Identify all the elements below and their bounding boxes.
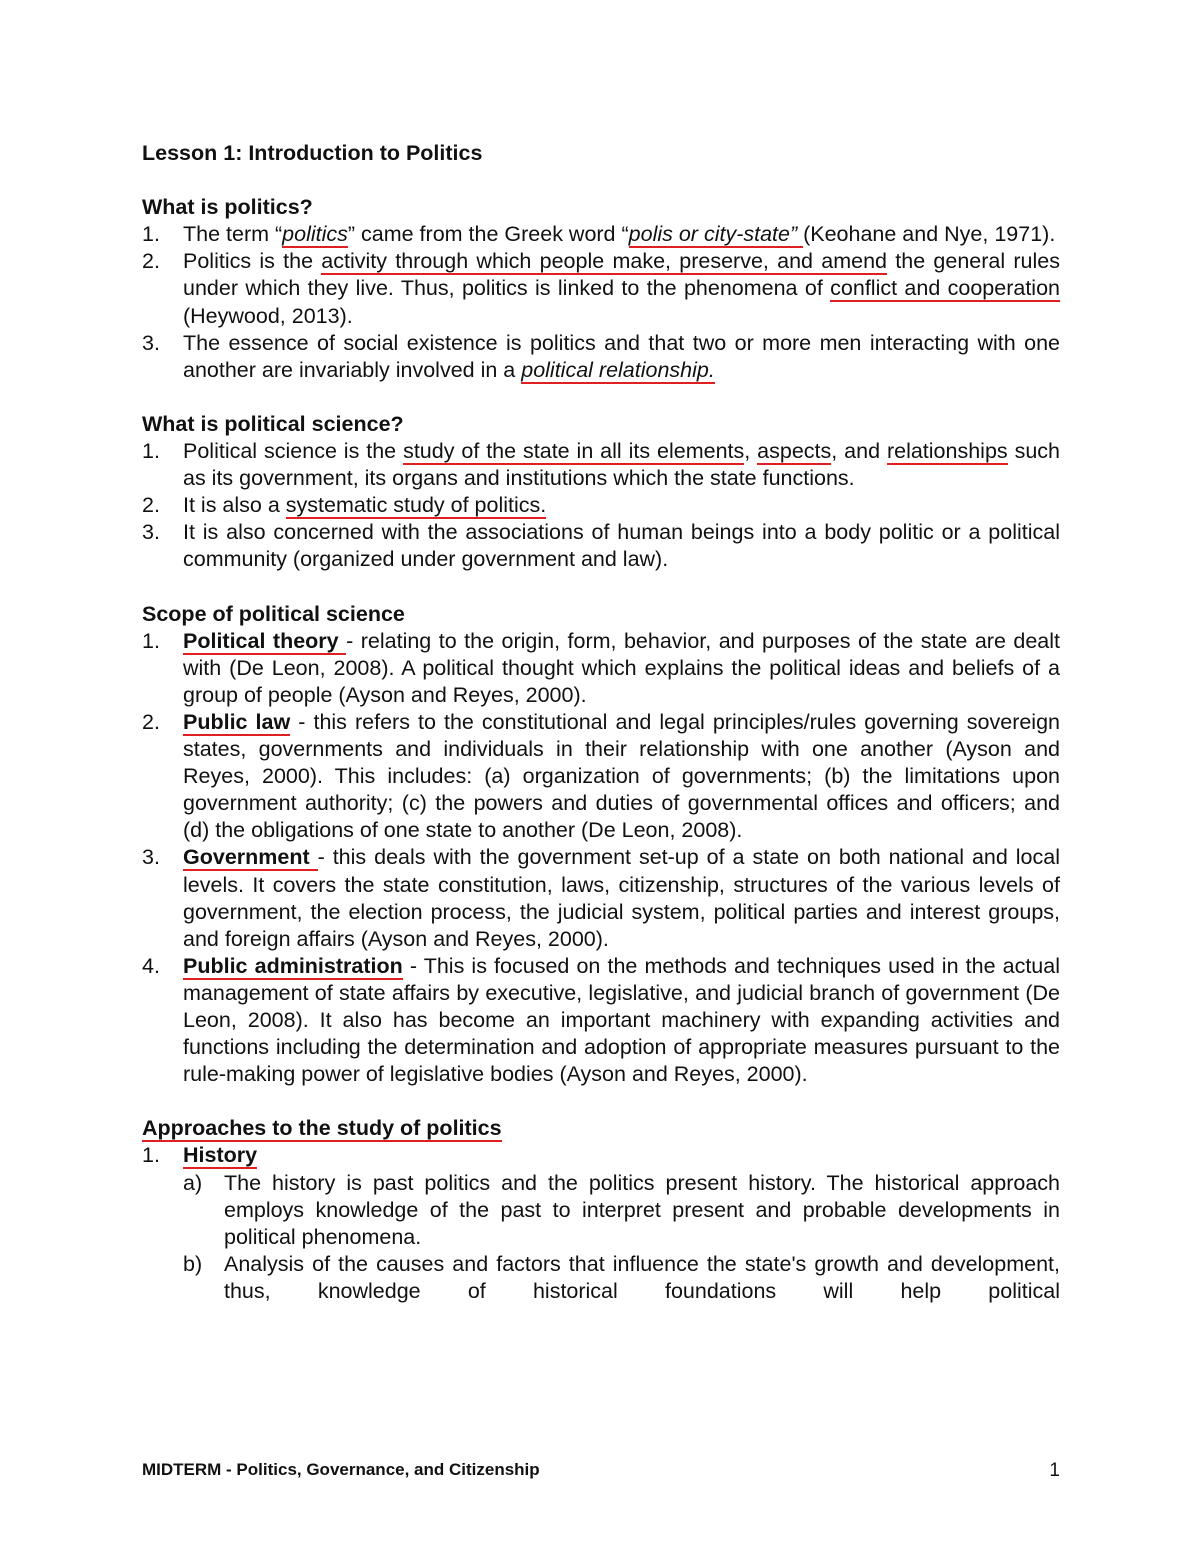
underlined-phrase: activity through which people make, preserve, and amend [321,249,888,274]
item-number: 2. [142,249,160,274]
list-item [142,248,1060,329]
section-heading-approaches [142,1115,1060,1142]
underlined-phrase: aspects [757,439,832,464]
footer-course-title: MIDTERM - Politics, Governance, and Citizenship [142,1460,540,1479]
page-number: 1 [1049,1460,1060,1481]
approaches-list [142,1142,1060,1305]
list-item [142,709,1060,844]
text-run: It is also a [183,493,286,518]
page-footer [142,1460,1060,1480]
list-item [142,519,1060,573]
section-heading-politics: What is politics? [142,195,313,220]
polsci-list [142,438,1060,573]
list-item [142,844,1060,952]
list-item [142,953,1060,1088]
scope-term: Government [183,845,318,870]
underlined-phrase: study of the state in all its elements [403,439,745,464]
document-body [142,140,1060,1305]
text-run: - this deals with the government set-up of a state on both national and local levels. It covers the state constitution, laws, citizenship, structures of the various levels of government, the election process, the judicial system, political parties and interest groups, and foreign affairs (Ayson and Reyes, 2000). [183,845,1060,951]
underlined-phrase: political relationship. [521,357,715,382]
sub-item-letter: b) [183,1251,203,1276]
item-number: 2. [142,709,160,734]
underlined-phrase: conflict and cooperation [830,276,1061,301]
text-run: , and [831,439,887,464]
text-run: - this refers to the constitutional and legal principles/rules governing sovereign states, governments and individuals in their relationship with one another (Ayson and Reyes, 2000). This includes: (a) organization of governments; (b) the limitations upon government authority; (c) the powers and duties of governmental offices and officers; and (d) the obligations of one state to another (De Leon, 2008). [183,709,1060,843]
list-item [142,492,1060,519]
item-number: 3. [142,845,160,870]
text-run: , [744,439,758,464]
sub-list-item [183,1251,1060,1305]
text-run: such as its government, its organs and institutions which the state functions. [183,439,1061,491]
section-heading-polsci: What is political science? [142,411,404,436]
section-heading-scope: Scope of political science [142,601,405,626]
underlined-phrase: relationships [886,439,1008,464]
history-sublist [183,1170,1060,1305]
scope-term: Political theory [183,628,347,653]
sub-item-letter: a) [183,1170,203,1195]
underlined-term: polis or city-state” [628,222,804,247]
underlined-phrase: systematic study of politics. [285,493,547,518]
item-number: 1. [142,1143,160,1168]
text-run: The essence of social existence is politics and that two or more men interacting with one another are invariably involved in a [183,330,1060,382]
text-run: the general rules under which they live. Thus, politics is linked to the phenomena of [183,249,1060,301]
item-number: 2. [142,493,160,518]
list-item [142,330,1060,384]
scope-term: Public administration [183,953,403,978]
item-number: 4. [142,953,160,978]
approach-term: History [183,1143,258,1168]
text-run: It is also concerned with the associations of human beings into a body politic or a political community (organized under government and law). [183,520,1060,572]
politics-list [142,221,1060,384]
text-run: ” came from the Greek word “ [347,222,629,247]
text-run: Politics is the [183,249,322,274]
approaches-heading-text: Approaches to the study of politics [142,1116,502,1141]
text-run: The term “ [183,222,283,247]
item-number: 1. [142,439,160,464]
list-item [142,628,1060,709]
text-run: The history is past politics and the politics present history. The historical approach employs knowledge of the past to interpret present and probable developments in political phenomena. [224,1170,1060,1249]
item-number: 3. [142,520,160,545]
text-run: Analysis of the causes and factors that influence the state's growth and development, thus, knowledge of historical foundations will help political [224,1251,1060,1303]
item-number: 1. [142,628,160,653]
scope-list [142,628,1060,1089]
text-run: (Keohane and Nye, 1971). [803,222,1056,247]
list-item [142,221,1060,248]
item-number: 3. [142,330,160,355]
list-item [142,1142,1060,1305]
lesson-title: Lesson 1: Introduction to Politics [142,141,483,165]
sub-list-item [183,1170,1060,1251]
text-run: (Heywood, 2013). [183,303,353,328]
item-number: 1. [142,222,160,247]
scope-term: Public law [183,709,291,734]
underlined-term: politics [282,222,348,247]
text-run: - relating to the origin, form, behavior, and purposes of the state are dealt with (De Leon, 2008). A political thought which explains the political ideas and beliefs of a group of people (Ayson and Reyes, 2000). [183,628,1060,707]
list-item [142,438,1060,492]
text-run: - This is focused on the methods and techniques used in the actual management of state affairs by executive, legislative, and judicial branch of government (De Leon, 2008). It also has become an important machinery with expanding activities and functions including the determination and adoption of appropriate measures pursuant to the rule-making power of legislative bodies (Ayson and Reyes, 2000). [183,953,1060,1087]
text-run: Political science is the [183,439,404,464]
